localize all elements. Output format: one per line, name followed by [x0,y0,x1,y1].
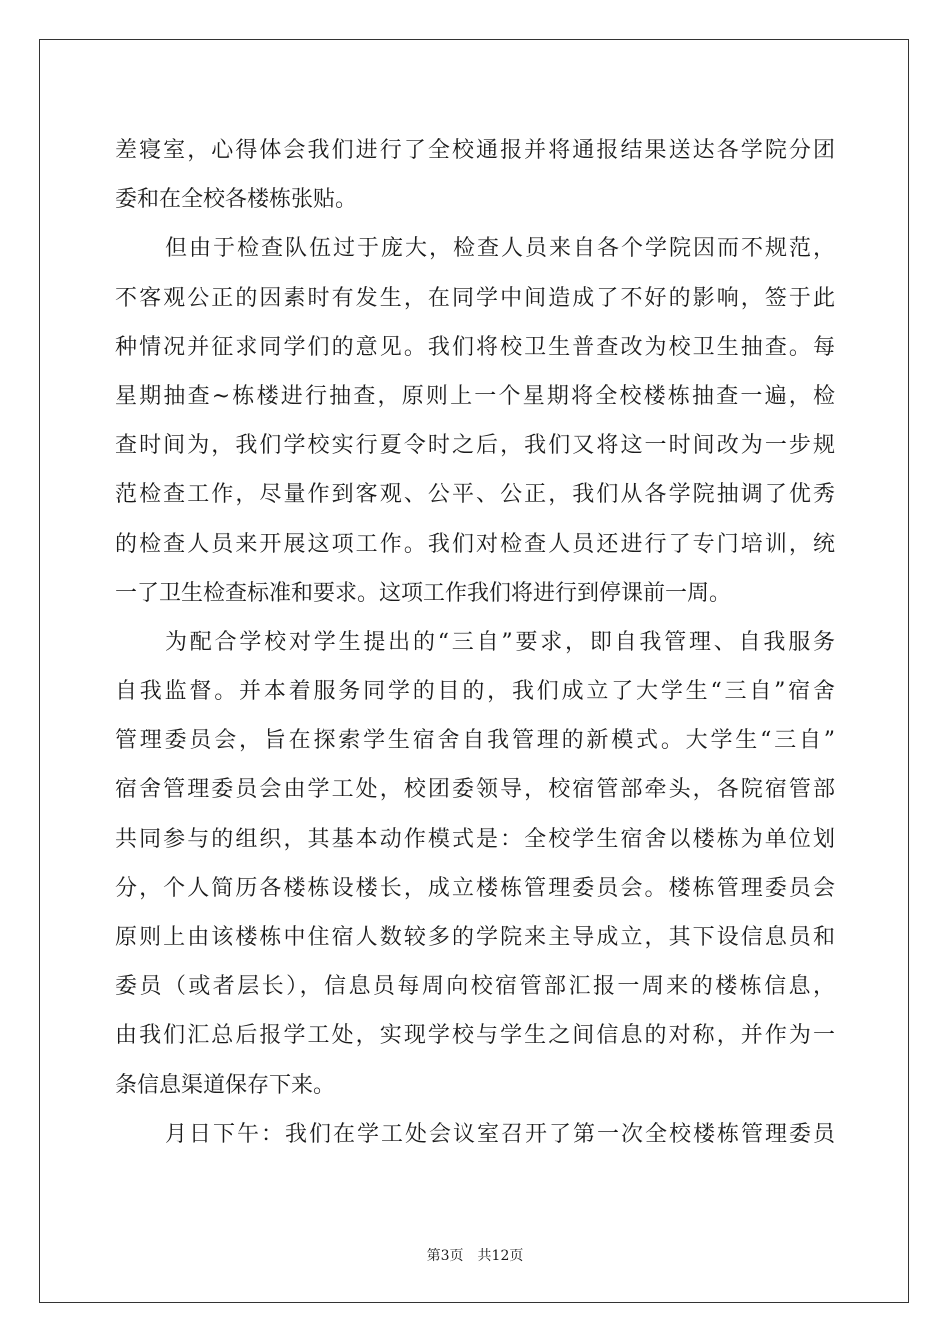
text-line: 但由于检查队伍过于庞大，检查人员来自各个学院因而不规范， [165,236,835,262]
text-line: 一了卫生检查标准和要求。这项工作我们将进行到停课前一周。 [115,580,732,606]
text-line: 不客观公正的因素时有发生，在同学中间造成了不好的影响，签于此 [115,285,835,311]
text-line: 范检查工作，尽量作到客观、公平、公正，我们从各学院抽调了优秀 [115,482,835,508]
page-number-current: 第3页 [426,1248,464,1264]
text-line: 分，个人简历各楼栋设楼长，成立楼栋管理委员会。楼栋管理委员会 [115,875,835,901]
text-line: 委员（或者层长），信息员每周向校宿管部汇报一周来的楼栋信息， [115,974,835,1000]
text-line: 自我监督。并本着服务同学的目的，我们成立了大学生“三自”宿舍 [115,679,835,705]
text-line: 宿舍管理委员会由学工处，校团委领导，校宿管部牵头，各院宿管部 [115,777,835,803]
text-line: 委和在全校各楼栋张贴。 [115,187,358,213]
text-line: 月日下午：我们在学工处会议室召开了第一次全校楼栋管理委员 [165,1121,835,1147]
text-line: 的检查人员来开展这项工作。我们对检查人员还进行了专门培训，统 [115,531,835,557]
text-line: 为配合学校对学生提出的“三自”要求，即自我管理、自我服务 [165,629,835,655]
page-number-total: 共12页 [477,1248,524,1264]
page-footer [0,1245,950,1265]
text-line: 查时间为，我们学校实行夏令时之后，我们又将这一时间改为一步规 [115,433,835,459]
text-line: 管理委员会，旨在探索学生宿舍自我管理的新模式。大学生“三自” [115,728,835,754]
text-line: 条信息渠道保存下来。 [115,1072,336,1098]
text-line: 差寝室，心得体会我们进行了全校通报并将通报结果送达各学院分团 [115,138,835,163]
document-body [115,126,835,1159]
text-line: 共同参与的组织，其基本动作模式是：全校学生宿舍以楼栋为单位划 [115,826,835,852]
text-line: 种情况并征求同学们的意见。我们将校卫生普查改为校卫生抽查。每 [115,334,835,360]
text-line: 由我们汇总后报学工处，实现学校与学生之间信息的对称，并作为一 [115,1023,835,1049]
text-line: 星期抽查~栋楼进行抽查，原则上一个星期将全校楼栋抽查一遍，检 [115,383,835,409]
text-line: 原则上由该楼栋中住宿人数较多的学院来主导成立，其下设信息员和 [115,925,835,950]
